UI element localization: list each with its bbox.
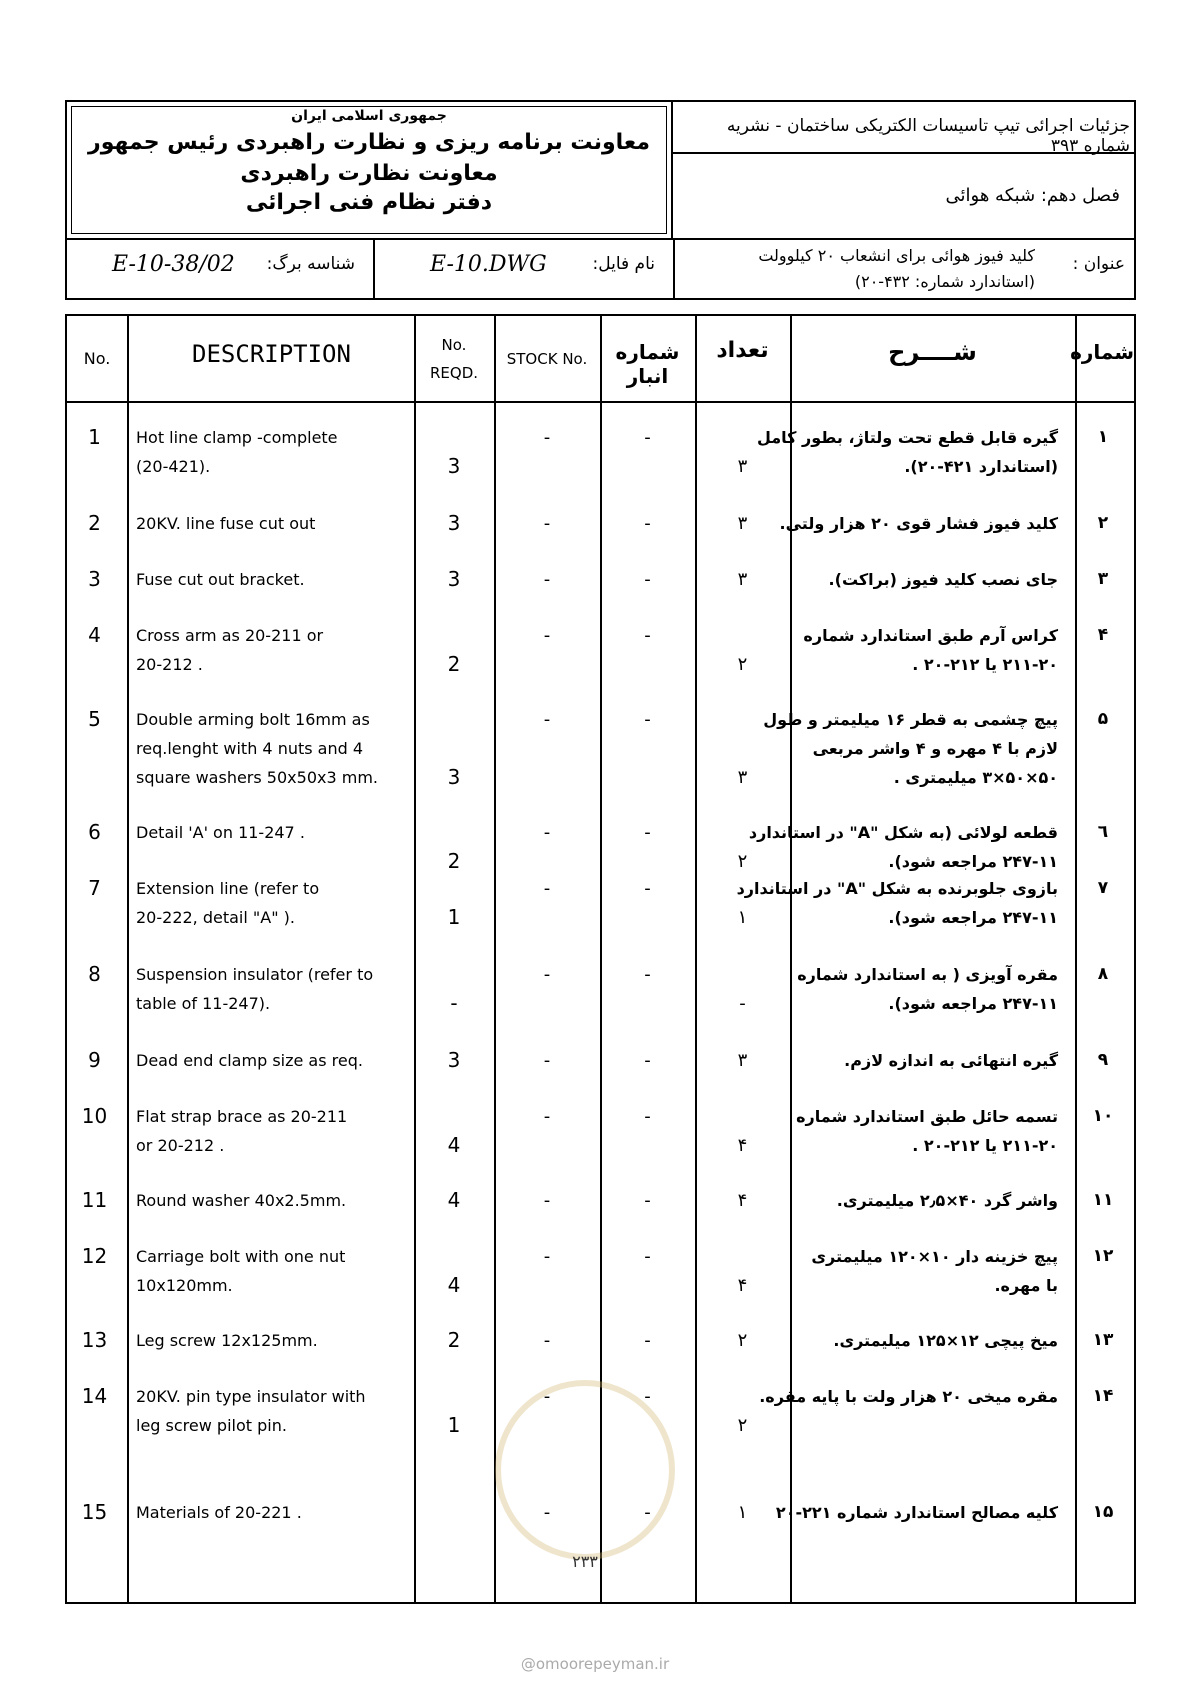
row-description: Cross arm as 20-211 or: [136, 626, 324, 645]
row-warehouse-no: -: [644, 1330, 651, 1351]
row-number: ۱۰: [1092, 1106, 1114, 1126]
row-stock-no: -: [543, 1330, 551, 1351]
header-divider: [65, 238, 1136, 240]
row-sharh: ۵۰×۵۰×۳ میلیمتری .: [893, 768, 1058, 787]
row-no: 1: [88, 425, 101, 449]
row-number: ۱۵: [1092, 1502, 1114, 1522]
row-stock-no: -: [543, 1246, 551, 1267]
row-description: 20KV. line fuse cut out: [136, 514, 316, 533]
title-line-1: کلید فیوز هوائی برای انشعاب ۲۰ کیلوولت: [758, 246, 1035, 265]
row-number: ۱: [1097, 427, 1109, 447]
row-description: Round washer 40x2.5mm.: [136, 1191, 347, 1210]
row-count: ۴: [737, 1190, 748, 1211]
header-stock-no: STOCK No.: [506, 350, 588, 368]
header-no: No.: [83, 349, 111, 368]
row-count: ۴: [737, 1275, 748, 1296]
row-description: 20-222, detail "A" ).: [136, 908, 295, 927]
header-warehouse-no: شماره انبار: [615, 340, 680, 388]
file-name-label: نام فایل:: [592, 254, 655, 274]
row-number: ۷: [1097, 878, 1109, 898]
row-stock-no: -: [543, 1190, 551, 1211]
row-no: 4: [88, 623, 101, 647]
row-no: 10: [81, 1104, 108, 1128]
row-sharh: کراس آرم طبق استاندارد شماره: [803, 626, 1058, 645]
row-number: ۹: [1097, 1050, 1109, 1070]
row-count: ۱: [737, 907, 748, 928]
row-count: ۱: [737, 1502, 748, 1523]
row-number: ۱۳: [1092, 1330, 1114, 1350]
row-warehouse-no: -: [644, 878, 651, 899]
row-description: Dead end clamp size as req.: [136, 1051, 363, 1070]
row-stock-no: -: [543, 878, 551, 899]
row-number: ۵: [1097, 709, 1109, 729]
row-description: Hot line clamp -complete: [136, 428, 338, 447]
row-description: or 20-212 .: [136, 1136, 225, 1155]
row-stock-no: -: [543, 709, 551, 730]
file-name-value: E-10.DWG: [430, 252, 547, 277]
watermark-seal: [495, 1380, 675, 1560]
header-divider: [673, 238, 675, 300]
row-count: ۳: [737, 456, 748, 477]
row-stock-no: -: [543, 1106, 551, 1127]
row-stock-no: -: [543, 822, 551, 843]
row-no: 8: [88, 962, 101, 986]
row-sharh: کلیه مصالح استاندارد شماره ۲۲۱-۲۰: [775, 1503, 1058, 1522]
row-warehouse-no: -: [644, 513, 651, 534]
row-count: ۲: [737, 851, 748, 872]
row-warehouse-no: -: [644, 427, 651, 448]
row-count: ۲: [737, 1330, 748, 1351]
row-stock-no: -: [543, 625, 551, 646]
row-description: Leg screw 12x125mm.: [136, 1331, 318, 1350]
row-description: Flat strap brace as 20-211: [136, 1107, 348, 1126]
org-name-2: معاونت برنامه ریزی و نظارت راهبردی رئیس جمهور: [88, 130, 650, 155]
row-warehouse-no: -: [644, 1246, 651, 1267]
row-description: Double arming bolt 16mm as: [136, 710, 370, 729]
org-name-3: معاونت نظارت راهبردی: [240, 161, 498, 186]
row-warehouse-no: -: [644, 569, 651, 590]
row-sharh: تسمه حائل طبق استاندارد شماره: [796, 1107, 1058, 1126]
title-label: عنوان :: [1072, 254, 1125, 274]
row-reqd: 4: [447, 1273, 461, 1297]
row-count: ۳: [737, 569, 748, 590]
row-reqd: 4: [447, 1133, 461, 1157]
row-sharh: مقره میخی ۲۰ هزار ولت با پایه مقره.: [759, 1387, 1058, 1406]
row-warehouse-no: -: [644, 822, 651, 843]
row-sharh: ۲۴۷-۱۱ مراجعه شود).: [888, 852, 1058, 871]
header-reqd-line2: REQD.: [429, 364, 479, 382]
row-sharh: بازوی جلوبرنده به شکل "A" در استاندارد: [736, 879, 1058, 898]
row-count: ۳: [737, 513, 748, 534]
row-description: Fuse cut out bracket.: [136, 570, 305, 589]
row-sharh: کلید فیوز فشار قوی ۲۰ هزار ولتی.: [779, 514, 1058, 533]
row-no: 14: [81, 1384, 108, 1408]
watermark-text: @omoorepeyman.ir: [520, 1655, 670, 1673]
row-count: ۴: [737, 1135, 748, 1156]
row-sharh: (استاندارد ۴۲۱-۲۰).: [904, 457, 1058, 476]
row-sharh: ۲۱۱-۲۰ یا ۲۱۲-۲۰ .: [912, 1136, 1058, 1155]
row-stock-no: -: [543, 964, 551, 985]
row-reqd: 3: [447, 765, 461, 789]
row-warehouse-no: -: [644, 709, 651, 730]
row-number: ۱۴: [1092, 1386, 1114, 1406]
row-warehouse-no: -: [644, 1050, 651, 1071]
row-description: 10x120mm.: [136, 1276, 233, 1295]
row-reqd: 3: [447, 567, 461, 591]
row-sharh: گیره قابل قطع تحت ولتاژ، بطور کامل: [756, 428, 1058, 447]
row-stock-no: -: [543, 513, 551, 534]
row-reqd: 3: [447, 1048, 461, 1072]
row-stock-no: -: [543, 1502, 551, 1523]
row-no: 15: [81, 1500, 108, 1524]
row-description: req.lenght with 4 nuts and 4: [136, 739, 364, 758]
row-stock-no: -: [543, 569, 551, 590]
row-description: (20-421).: [136, 457, 211, 476]
row-warehouse-no: -: [644, 1106, 651, 1127]
row-reqd: 3: [447, 454, 461, 478]
column-divider: [127, 314, 129, 1604]
org-name-1: جمهوری اسلامی ایران: [291, 108, 447, 124]
row-description: Materials of 20-221 .: [136, 1503, 302, 1522]
row-description: leg screw pilot pin.: [136, 1416, 287, 1435]
row-sharh: جای نصب کلید فیوز (براکت).: [828, 570, 1058, 589]
row-no: 6: [88, 820, 101, 844]
row-description: 20-212 .: [136, 655, 203, 674]
row-stock-no: -: [543, 1386, 551, 1407]
row-description: square washers 50x50x3 mm.: [136, 768, 378, 787]
row-description: 20KV. pin type insulator with: [136, 1387, 366, 1406]
row-number: ۴: [1097, 625, 1109, 645]
row-description: Suspension insulator (refer to: [136, 965, 374, 984]
row-reqd: 2: [447, 652, 461, 676]
row-no: 7: [88, 876, 101, 900]
row-sharh: ۲۱۱-۲۰ یا ۲۱۲-۲۰ .: [912, 655, 1058, 674]
header-count: تعداد: [716, 338, 769, 363]
page-number: ۲۳۳: [572, 1552, 598, 1571]
sheet-id-value: E-10-38/02: [112, 252, 235, 277]
row-sharh: مقره آویزی ( به استاندارد شماره: [797, 965, 1058, 984]
row-stock-no: -: [543, 427, 551, 448]
chapter-title: فصل دهم: شبکه هوائی: [945, 185, 1120, 206]
publication-title: جزئیات اجرائی تیپ تاسیسات الکتریکی ساختمان - نشریه شماره ۳۹۳: [726, 116, 1130, 156]
row-stock-no: -: [543, 1050, 551, 1071]
row-count: ۳: [737, 767, 748, 788]
row-count: -: [739, 993, 746, 1014]
row-description: Detail 'A' on 11-247 .: [136, 823, 305, 842]
row-number: ۱۱: [1092, 1190, 1114, 1210]
row-sharh: پیچ چشمی به قطر ۱۶ میلیمتر و طول: [763, 710, 1058, 729]
title-line-2: (استاندارد شماره: ۴۳۲-۲۰): [854, 272, 1035, 291]
header-description: DESCRIPTION: [192, 340, 351, 368]
row-no: 12: [81, 1244, 108, 1268]
header-sharh: شــــرح: [888, 338, 977, 366]
row-sharh: میخ پیچی ۱۲×۱۲۵ میلیمتری.: [833, 1331, 1058, 1350]
row-sharh: قطعه لولائی (به شکل "A" در استاندارد: [748, 823, 1058, 842]
row-no: 9: [88, 1048, 101, 1072]
row-warehouse-no: -: [644, 1502, 651, 1523]
row-sharh: با مهره.: [994, 1276, 1058, 1295]
row-reqd: 2: [447, 849, 461, 873]
row-count: ۲: [737, 654, 748, 675]
row-number: ۲: [1097, 513, 1109, 533]
row-sharh: پیچ خزینه دار ۱۰×۱۲۰ میلیمتری: [811, 1247, 1058, 1266]
row-no: 13: [81, 1328, 108, 1352]
row-count: ۳: [737, 1050, 748, 1071]
row-no: 11: [81, 1188, 108, 1212]
row-no: 5: [88, 707, 101, 731]
row-reqd: 3: [447, 511, 461, 535]
row-reqd: -: [450, 991, 458, 1015]
header-divider: [373, 238, 375, 300]
row-warehouse-no: -: [644, 1190, 651, 1211]
row-sharh: واشر گرد ۴۰×۲٫۵ میلیمتری.: [836, 1191, 1058, 1210]
sheet-id-label: شناسه برگ:: [266, 254, 355, 274]
row-description: Extension line (refer to: [136, 879, 320, 898]
row-sharh: گیره انتهائی به اندازه لازم.: [844, 1051, 1058, 1070]
row-warehouse-no: -: [644, 1386, 651, 1407]
header-reqd-line1: No.: [441, 336, 467, 354]
row-reqd: 2: [447, 1328, 461, 1352]
row-sharh: ۲۴۷-۱۱ مراجعه شود).: [888, 908, 1058, 927]
header-number: شماره: [1070, 340, 1134, 364]
row-number: ٦: [1097, 822, 1109, 842]
row-sharh: ۲۴۷-۱۱ مراجعه شود).: [888, 994, 1058, 1013]
row-number: ۱۲: [1092, 1246, 1114, 1266]
row-reqd: 1: [447, 1413, 461, 1437]
row-no: 3: [88, 567, 101, 591]
row-count: ۲: [737, 1415, 748, 1436]
org-name-4: دفتر نظام فنی اجرائی: [245, 190, 493, 215]
row-warehouse-no: -: [644, 964, 651, 985]
row-sharh: لازم با ۴ مهره و ۴ واشر مربعی: [812, 739, 1058, 758]
row-number: ۳: [1097, 569, 1109, 589]
row-warehouse-no: -: [644, 625, 651, 646]
row-no: 2: [88, 511, 101, 535]
row-number: ۸: [1097, 964, 1109, 984]
row-reqd: 1: [447, 905, 461, 929]
row-description: Carriage bolt with one nut: [136, 1247, 346, 1266]
row-reqd: 4: [447, 1188, 461, 1212]
row-description: table of 11-247).: [136, 994, 271, 1013]
